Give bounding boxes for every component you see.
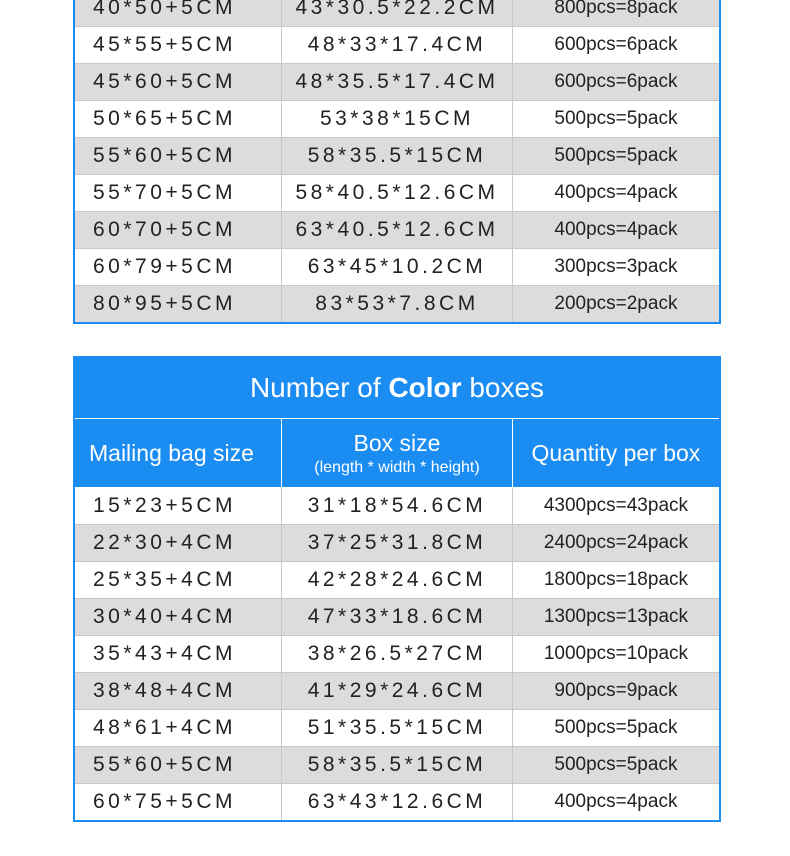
bag-size-cell: 55*60+5CM <box>74 747 282 784</box>
bag-size-cell: 55*70+5CM <box>74 175 282 212</box>
box-size-cell: 58*35.5*15CM <box>282 138 513 175</box>
box-size-cell: 63*45*10.2CM <box>282 249 513 286</box>
title-prefix: Number of <box>249 372 389 403</box>
bag-size-cell: 50*65+5CM <box>74 101 282 138</box>
table-row <box>74 562 720 599</box>
table-row <box>74 27 720 64</box>
bag-size-cell: 38*48+4CM <box>74 673 282 710</box>
box-size-cell: 58*40.5*12.6CM <box>282 175 513 212</box>
box-size-cell: 31*18*54.6CM <box>282 488 513 525</box>
table-row <box>74 488 720 525</box>
box-size-cell: 48*35.5*17.4CM <box>282 64 513 101</box>
header-bag-size: Mailing bag size <box>74 419 282 488</box>
quantity-cell: 400pcs=4pack <box>512 212 720 249</box>
box-size-cell: 48*33*17.4CM <box>282 27 513 64</box>
box-size-cell: 42*28*24.6CM <box>282 562 513 599</box>
box-size-cell: 51*35.5*15CM <box>282 710 513 747</box>
box-size-cell: 37*25*31.8CM <box>282 525 513 562</box>
quantity-cell: 500pcs=5pack <box>512 747 720 784</box>
table-row <box>74 0 720 27</box>
table-row <box>74 747 720 784</box>
bag-size-cell: 25*35+4CM <box>74 562 282 599</box>
bag-size-cell: 48*61+4CM <box>74 710 282 747</box>
bag-size-cell: 60*79+5CM <box>74 249 282 286</box>
table-row <box>74 175 720 212</box>
table-row <box>74 710 720 747</box>
table-row <box>74 525 720 562</box>
title-suffix: boxes <box>461 372 545 403</box>
table-row <box>74 101 720 138</box>
bag-size-cell: 55*60+5CM <box>74 138 282 175</box>
color-box-table-body <box>74 488 720 822</box>
bag-size-cell: 22*30+4CM <box>74 525 282 562</box>
bag-size-cell: 40*50+5CM <box>74 0 282 27</box>
top-size-table <box>73 0 721 324</box>
quantity-cell: 400pcs=4pack <box>512 784 720 822</box>
table-row <box>74 784 720 822</box>
table-row <box>74 286 720 324</box>
box-size-cell: 47*33*18.6CM <box>282 599 513 636</box>
quantity-cell: 400pcs=4pack <box>512 175 720 212</box>
header-box-size <box>282 419 513 488</box>
title-bold: Color <box>388 372 462 403</box>
quantity-cell: 500pcs=5pack <box>512 710 720 747</box>
bag-size-cell: 30*40+4CM <box>74 599 282 636</box>
box-size-cell: 83*53*7.8CM <box>282 286 513 324</box>
bag-size-cell: 60*70+5CM <box>74 212 282 249</box>
quantity-cell: 600pcs=6pack <box>512 27 720 64</box>
bag-size-cell: 80*95+5CM <box>74 286 282 324</box>
table-title <box>74 357 720 419</box>
table-row <box>74 212 720 249</box>
bag-size-cell: 60*75+5CM <box>74 784 282 822</box>
color-box-table <box>73 356 721 822</box>
box-size-cell: 63*43*12.6CM <box>282 784 513 822</box>
box-size-cell: 43*30.5*22.2CM <box>282 0 513 27</box>
quantity-cell: 600pcs=6pack <box>512 64 720 101</box>
table-row <box>74 636 720 673</box>
quantity-cell: 800pcs=8pack <box>512 0 720 27</box>
table-title-row <box>74 357 720 419</box>
quantity-cell: 500pcs=5pack <box>512 138 720 175</box>
quantity-cell: 300pcs=3pack <box>512 249 720 286</box>
table-row <box>74 64 720 101</box>
bag-size-cell: 35*43+4CM <box>74 636 282 673</box>
table-header-row <box>74 419 720 488</box>
box-size-cell: 53*38*15CM <box>282 101 513 138</box>
quantity-cell: 500pcs=5pack <box>512 101 720 138</box>
bag-size-cell: 15*23+5CM <box>74 488 282 525</box>
box-size-cell: 41*29*24.6CM <box>282 673 513 710</box>
top-table-body <box>74 0 720 323</box>
bag-size-cell: 45*60+5CM <box>74 64 282 101</box>
quantity-cell: 2400pcs=24pack <box>512 525 720 562</box>
quantity-cell: 1300pcs=13pack <box>512 599 720 636</box>
table-row <box>74 673 720 710</box>
box-size-cell: 58*35.5*15CM <box>282 747 513 784</box>
bag-size-cell: 45*55+5CM <box>74 27 282 64</box>
table-row <box>74 138 720 175</box>
quantity-cell: 1000pcs=10pack <box>512 636 720 673</box>
box-size-cell: 63*40.5*12.6CM <box>282 212 513 249</box>
header-box-size-label: Box size <box>353 429 441 456</box>
quantity-cell: 1800pcs=18pack <box>512 562 720 599</box>
quantity-cell: 900pcs=9pack <box>512 673 720 710</box>
header-box-size-sub: (length * width * height) <box>314 458 480 476</box>
quantity-cell: 200pcs=2pack <box>512 286 720 324</box>
quantity-cell: 4300pcs=43pack <box>512 488 720 525</box>
table-row <box>74 599 720 636</box>
box-size-cell: 38*26.5*27CM <box>282 636 513 673</box>
header-quantity: Quantity per box <box>512 419 720 488</box>
table-row <box>74 249 720 286</box>
